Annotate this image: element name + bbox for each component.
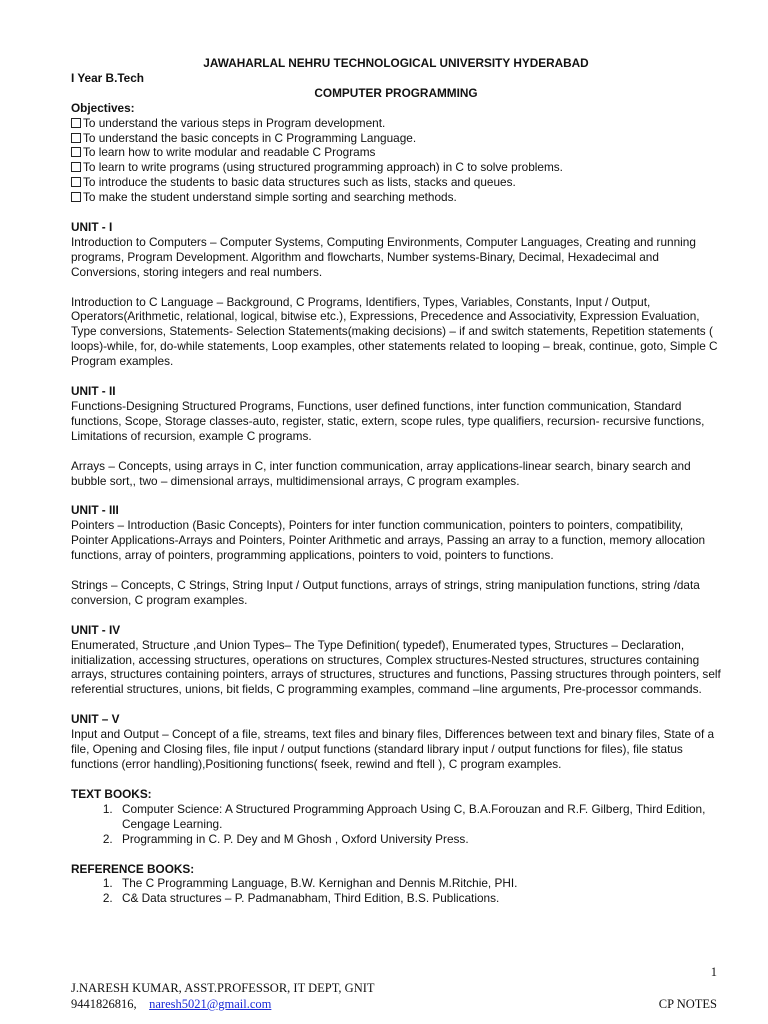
unit-paragraph: Enumerated, Structure ,and Union Types– The Type Definition( typedef), Enumerated types, Structures – Declaration, initialization, accessing structures, operations on structures, Complex structures-Nested structures, structures containing arrays, structures containing pointers, arrays of structures, structures and functions, Passing structures through pointers, self referential structures, unions, bit fields, C programming examples, command –line arguments, Pre-processor commands. — [71, 637, 721, 697]
objective-item: To understand the various steps in Program development. — [71, 116, 721, 131]
objective-item: To understand the basic concepts in C Programming Language. — [71, 131, 721, 146]
reference-book-item: 2. C& Data structures – P. Padmanabham, Third Edition, B.S. Publications. — [116, 891, 721, 906]
checkbox-icon — [71, 118, 81, 128]
text-books-list — [71, 802, 721, 847]
reference-book-item: 1. The C Programming Language, B.W. Kernighan and Dennis M.Ritchie, PHI. — [116, 876, 721, 891]
unit-3 — [71, 503, 721, 607]
unit-title: UNIT – V — [71, 712, 120, 727]
text-book-item: 1. Computer Science: A Structured Programming Approach Using C, B.A.Forouzan and R.F. Gilberg, Third Edition, Cengage Learning. — [116, 802, 721, 832]
unit-paragraph: Strings – Concepts, C Strings, String Input / Output functions, arrays of strings, string manipulation functions, string /data conversion, C program examples. — [71, 577, 700, 607]
unit-1 — [71, 220, 721, 369]
checkbox-icon — [71, 177, 81, 187]
unit-5 — [71, 712, 721, 772]
text-books-heading: TEXT BOOKS: — [71, 786, 152, 801]
reference-books-list — [71, 876, 721, 906]
footer-phone: 9441826816, — [71, 997, 137, 1011]
year-label: I Year B.Tech — [71, 70, 145, 85]
unit-4 — [71, 623, 721, 698]
unit-2 — [71, 384, 721, 488]
page-footer — [71, 964, 717, 1012]
footer-email-link[interactable]: naresh5021@gmail.com — [149, 997, 272, 1011]
unit-title: UNIT - I — [71, 220, 113, 235]
unit-title: UNIT - II — [71, 384, 116, 399]
unit-paragraph: Pointers – Introduction (Basic Concepts), Pointers for inter function communication, pointers to pointers, compatibility, Pointer Applications-Arrays and Pointers, Pointer Arithmetic and arrays, Passing an array to a function, memory allocation functions, array of pointers, programming applications, pointers to void, pointers to functions. — [71, 518, 706, 563]
objective-item: To learn how to write modular and readable C Programs — [71, 145, 721, 160]
checkbox-icon — [71, 133, 81, 143]
footer-contact — [71, 996, 271, 1012]
checkbox-icon — [71, 192, 81, 202]
footer-author: J.NARESH KUMAR, ASST.PROFESSOR, IT DEPT, GNIT — [71, 981, 375, 995]
unit-paragraph: Functions-Designing Structured Programs, Functions, user defined functions, inter function communication, Standard functions, Scope, Storage classes-auto, register, static, extern, scope rules, type qualifiers, recursion- recursive functions, Limitations of recursion, example C programs. — [71, 399, 705, 443]
unit-paragraph: Introduction to Computers – Computer Systems, Computing Environments, Computer Languages, Creating and running programs, Program Development. Algorithm and flowcharts, Number systems-Binary, Decimal, Hexadecimal and Conversions, storing integers and real numbers. — [71, 234, 696, 279]
reference-books-section — [71, 862, 721, 907]
objective-item: To learn to write programs (using structured programming approach) in C to solve problems. — [71, 160, 721, 175]
objective-item: To make the student understand simple sorting and searching methods. — [71, 190, 721, 205]
footer-contact-row — [71, 996, 717, 1012]
objective-item: To introduce the students to basic data structures such as lists, stacks and queues. — [71, 175, 721, 190]
text-book-item: 2. Programming in C. P. Dey and M Ghosh , Oxford University Press. — [116, 832, 721, 847]
unit-paragraph: Arrays – Concepts, using arrays in C, inter function communication, array applications-linear search, binary search and bubble sort,, two – dimensional arrays, multidimensional arrays, C program examples. — [71, 458, 691, 488]
objectives-list — [71, 116, 721, 205]
unit-paragraph: Input and Output – Concept of a file, streams, text files and binary files, Differences between text and binary files, State of a file, Opening and Closing files, file input / output functions (standard library input / output functions for files), file status functions (error handling),Positioning functions( fseek, rewind and ftell ), C program examples. — [71, 727, 715, 772]
university-name: JAWAHARLAL NEHRU TECHNOLOGICAL UNIVERSITY HYDERABAD — [203, 56, 589, 70]
course-title: COMPUTER PROGRAMMING — [314, 85, 478, 100]
unit-title: UNIT - IV — [71, 622, 121, 637]
reference-books-heading: REFERENCE BOOKS: — [71, 861, 195, 876]
text-books-section — [71, 787, 721, 847]
unit-paragraph: Introduction to C Language – Background, C Programs, Identifiers, Types, Variables, Constants, Input / Output, Operators(Arithmetic, relational, logical, bitwise etc.), Expressions, Precedence and Associativity, Expression Evaluation, Type conversions, Statements- Selection Statements(making decisions) – if and switch statements, Repetition statements ( loops)-while, for, do-while statements, Loop examples, other statements related to looping – break, continue, goto, Simple C Program examples. — [71, 294, 718, 369]
checkbox-icon — [71, 162, 81, 172]
unit-title: UNIT - III — [71, 503, 119, 518]
objectives-heading: Objectives: — [71, 100, 135, 115]
page-content — [71, 56, 721, 906]
footer-notes-label: CP NOTES — [658, 997, 717, 1011]
page-number: 1 — [710, 965, 717, 979]
checkbox-icon — [71, 147, 81, 157]
